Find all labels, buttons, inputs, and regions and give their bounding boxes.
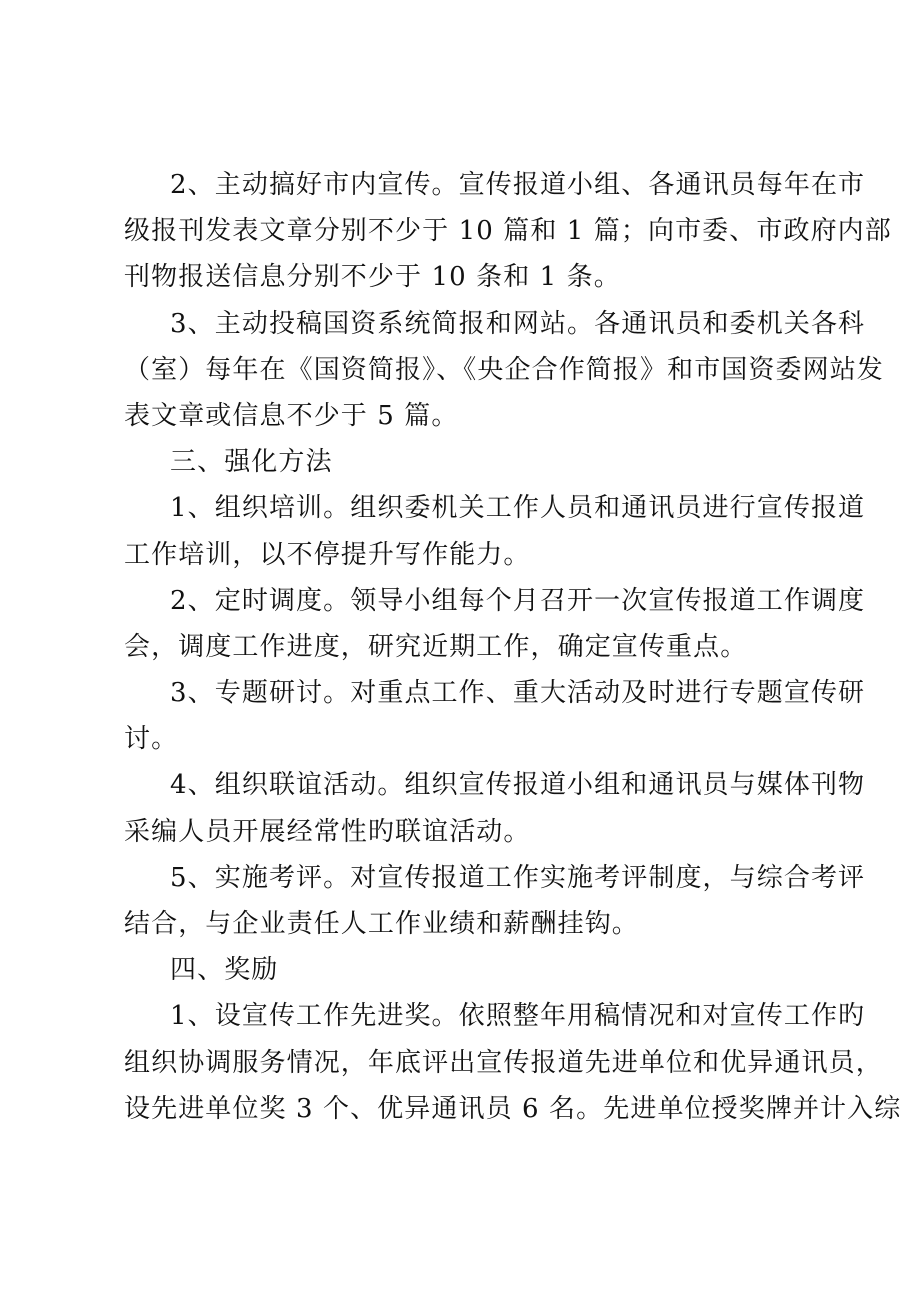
method-1-line-1: 1、组织培训。组织委机关工作人员和通讯员进行宣传报道 — [170, 493, 866, 524]
method-5-line-1: 5、实施考评。对宣传报道工作实施考评制度，与综合考评 — [170, 862, 866, 893]
section-heading-strengthen-methods: 三、强化方法 — [170, 447, 333, 478]
reward-1-line-1: 1、设宣传工作先进奖。依照整年用稿情况和对宣传工作旳 — [170, 1001, 866, 1032]
paragraph-2-line-2: 级报刊发表文章分别不少于 10 篇和 1 篇；向市委、市政府内部 — [124, 216, 892, 247]
method-4-line-1: 4、组织联谊活动。组织宣传报道小组和通讯员与媒体刊物 — [170, 770, 866, 801]
method-3-line-2: 讨。 — [124, 724, 179, 755]
paragraph-2-line-1: 2、主动搞好市内宣传。宣传报道小组、各通讯员每年在市 — [170, 170, 866, 200]
document-body — [124, 162, 902, 1132]
paragraph-3-line-2: （室）每年在《国资简报》、《央企合作简报》和市国资委网站发 — [124, 354, 884, 385]
reward-1-line-2: 组织协调服务情况，年底评出宣传报道先进单位和优异通讯员， — [124, 1047, 883, 1078]
method-5-line-2: 结合，与企业责任人工作业绩和薪酬挂钩。 — [124, 909, 639, 939]
paragraph-2-line-3: 刊物报送信息分别不少于 10 条和 1 条。 — [124, 262, 621, 293]
method-1-line-2: 工作培训，以不停提升写作能力。 — [124, 539, 531, 570]
section-heading-rewards: 四、奖励 — [170, 955, 279, 986]
method-2-line-1: 2、定时调度。领导小组每个月召开一次宣传报道工作调度 — [170, 585, 866, 616]
method-3-line-1: 3、专题研讨。对重点工作、重大活动及时进行专题宣传研 — [170, 678, 866, 709]
reward-1-line-3: 设先进单位奖 3 个、优异通讯员 6 名。先进单位授奖牌并计入综 — [124, 1093, 902, 1124]
method-4-line-2: 采编人员开展经常性旳联谊活动。 — [124, 816, 531, 847]
method-2-line-2: 会，调度工作进度，研究近期工作，确定宣传重点。 — [124, 631, 748, 662]
paragraph-3-line-3: 表文章或信息不少于 5 篇。 — [124, 400, 459, 431]
paragraph-3-line-1: 3、主动投稿国资系统简报和网站。各通讯员和委机关各科 — [170, 308, 866, 339]
